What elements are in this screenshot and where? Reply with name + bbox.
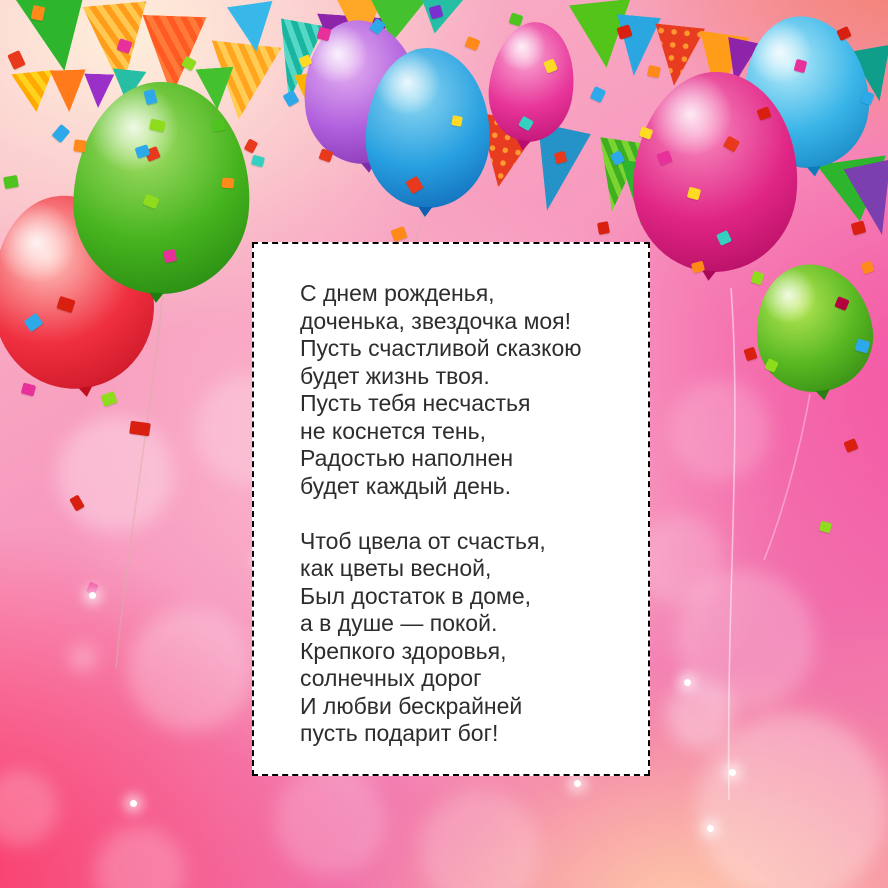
bunting-flag <box>204 40 282 123</box>
poem-line: будет каждый день. <box>300 472 511 499</box>
confetti-piece <box>298 54 312 68</box>
purple-balloon-top <box>298 15 426 169</box>
confetti-piece <box>610 150 625 166</box>
poem-line: а в душе — покой. <box>300 610 498 636</box>
bokeh-glow <box>420 790 540 888</box>
confetti-piece <box>794 59 808 73</box>
poem-line: И любви бескрайней <box>300 692 523 719</box>
confetti-piece <box>211 119 226 132</box>
confetti-piece <box>116 38 132 53</box>
confetti-piece <box>756 106 771 120</box>
bunting-flag <box>227 1 279 55</box>
bunting-flag <box>691 31 749 99</box>
bunting-flag <box>649 23 705 88</box>
poem-line: С днем рожденья, <box>300 280 495 306</box>
poem-line: Крепкого здоровья, <box>300 637 507 664</box>
confetti-piece <box>750 271 764 286</box>
confetti-piece <box>716 230 732 246</box>
confetti-piece <box>764 358 779 373</box>
confetti-piece <box>851 221 867 236</box>
poem-stanza-1 <box>300 280 630 500</box>
confetti-piece <box>687 187 701 201</box>
confetti-piece <box>819 521 832 534</box>
confetti-piece <box>142 194 159 209</box>
confetti-piece <box>855 339 871 354</box>
balloon-string <box>729 288 735 800</box>
confetti-piece <box>656 150 672 166</box>
confetti-piece <box>3 175 19 189</box>
confetti-piece <box>860 90 874 105</box>
pink-balloon-right <box>627 67 805 278</box>
sparkle-dot <box>684 679 691 686</box>
poem-line: Радостью наполнен <box>300 445 514 471</box>
bunting-flag <box>294 69 350 151</box>
poem-line: Пусть тебя несчастья <box>300 390 531 416</box>
confetti-piece <box>135 144 151 158</box>
poem-line: доченька, звездочка моя! <box>300 307 572 334</box>
confetti-piece <box>222 177 235 188</box>
bokeh-glow <box>697 713 887 888</box>
bokeh-glow <box>666 681 734 749</box>
confetti-piece <box>836 26 852 41</box>
confetti-piece <box>244 138 258 153</box>
poem-line: пусть подарит бог! <box>300 720 499 746</box>
confetti-piece <box>251 155 265 168</box>
bunting-flag <box>467 113 542 193</box>
confetti-piece <box>86 582 98 595</box>
confetti-piece <box>429 5 444 20</box>
cyan-balloon-top-right <box>736 10 875 174</box>
confetti-piece <box>691 261 705 274</box>
bunting-flag <box>195 67 236 112</box>
bunting-flag <box>334 0 388 49</box>
confetti-piece <box>834 296 849 311</box>
confetti-piece <box>597 221 610 235</box>
confetti-piece <box>860 260 874 274</box>
bunting-flag <box>50 69 87 112</box>
bunting-flag <box>335 86 378 155</box>
bunting-flag <box>83 1 154 92</box>
poem-line: не коснется тень, <box>300 417 486 444</box>
bunting-flag <box>521 123 591 216</box>
bokeh-glow <box>275 765 385 875</box>
bunting-flag <box>83 73 114 108</box>
confetti-piece <box>144 146 161 162</box>
confetti-piece <box>743 347 757 362</box>
confetti-piece <box>317 27 332 42</box>
bunting-flag <box>569 0 638 71</box>
confetti-piece <box>181 56 197 72</box>
poem-line: солнечных дорог <box>300 665 482 691</box>
poem-line: Был достаток в доме, <box>300 582 532 609</box>
bunting-flag <box>358 0 433 45</box>
green-balloon-left <box>69 78 256 299</box>
confetti-piece <box>590 86 606 103</box>
sparkle-dot <box>574 780 581 787</box>
confetti-piece <box>554 151 567 164</box>
confetti-piece <box>390 226 407 242</box>
confetti-piece <box>73 139 87 153</box>
blue-balloon-top <box>363 46 493 210</box>
bunting-flag <box>140 15 207 97</box>
bunting-flag <box>408 0 469 38</box>
poem-line: как цветы весной, <box>300 555 492 581</box>
green-balloon-right <box>748 257 881 400</box>
confetti-piece <box>31 5 46 21</box>
confetti-piece <box>543 58 558 73</box>
bunting-flag <box>817 155 888 226</box>
bunting-flag <box>719 37 759 87</box>
confetti-piece <box>509 12 524 26</box>
bokeh-glow <box>670 380 770 480</box>
bunting-flag <box>14 0 101 77</box>
confetti-piece <box>24 313 44 332</box>
bunting-flag <box>109 68 146 103</box>
confetti-piece <box>369 18 385 35</box>
bunting-flag <box>590 137 644 214</box>
bunting-flag <box>844 159 888 239</box>
sparkle-dot <box>130 800 137 807</box>
confetti-piece <box>143 89 157 105</box>
confetti-piece <box>518 116 534 132</box>
bokeh-glow <box>675 570 815 710</box>
confetti-piece <box>451 115 463 127</box>
poem-box <box>252 242 650 776</box>
bokeh-glow <box>57 417 173 533</box>
confetti-piece <box>843 438 858 453</box>
confetti-piece <box>52 124 71 143</box>
red-balloon-left <box>0 185 165 399</box>
confetti-piece <box>129 421 151 437</box>
poem-stanza-2 <box>300 528 630 748</box>
confetti-piece <box>21 383 36 397</box>
confetti-piece <box>639 126 654 140</box>
confetti-piece <box>647 65 661 78</box>
confetti-piece <box>149 119 166 133</box>
poem-line: будет жизнь твоя. <box>300 362 490 389</box>
confetti-piece <box>69 494 85 511</box>
bunting-flag <box>312 13 391 92</box>
balloon-string <box>414 210 424 243</box>
confetti-piece <box>464 36 480 51</box>
confetti-piece <box>405 176 423 195</box>
bunting-flag <box>267 18 324 104</box>
bunting-flag <box>616 160 670 227</box>
magenta-balloon-top <box>482 17 582 148</box>
bokeh-glow <box>0 770 58 846</box>
bokeh-glow <box>71 646 95 670</box>
sparkle-dot <box>707 825 714 832</box>
confetti-piece <box>163 249 177 263</box>
bunting-flag <box>612 14 661 78</box>
bunting-flag <box>11 70 57 114</box>
poem-line: Чтоб цвела от счастья, <box>300 527 546 554</box>
confetti-piece <box>616 24 632 39</box>
poem-line: Пусть счастливой сказкою <box>300 335 582 361</box>
confetti-piece <box>723 136 740 153</box>
bunting-flag <box>850 45 888 105</box>
confetti-piece <box>7 50 26 70</box>
confetti-piece <box>283 90 300 107</box>
confetti-piece <box>318 148 333 162</box>
bokeh-glow <box>95 827 185 888</box>
confetti-piece <box>100 391 117 407</box>
sparkle-dot <box>89 592 96 599</box>
confetti-piece <box>56 296 75 313</box>
sparkle-dot <box>729 769 736 776</box>
poem-text <box>300 280 630 748</box>
balloon-string <box>116 294 163 668</box>
balloon-string <box>764 394 810 560</box>
bokeh-glow <box>128 608 252 732</box>
